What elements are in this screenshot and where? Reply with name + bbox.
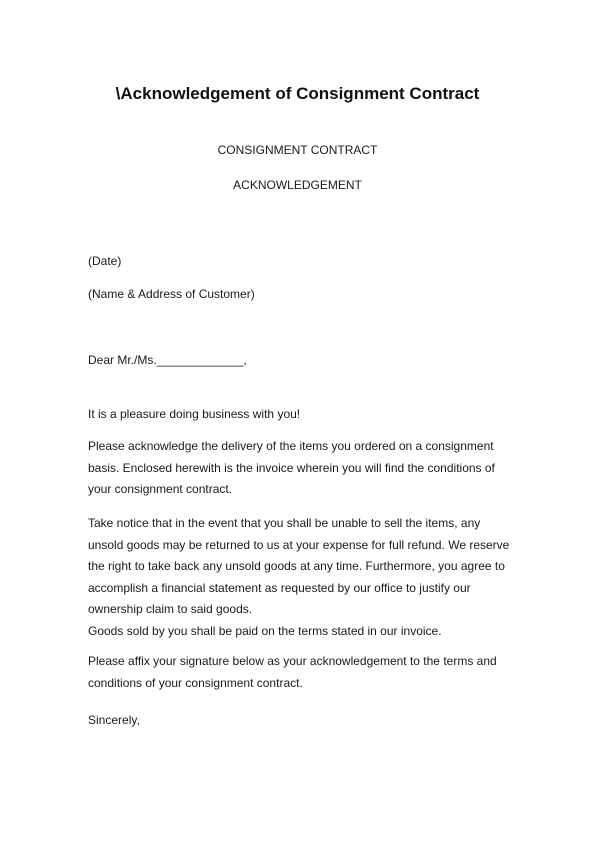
document-title: \Acknowledgement of Consignment Contract — [115, 84, 480, 103]
paragraph-line: unsold goods may be returned to us at your expense for full refund. We reserve — [88, 537, 510, 552]
heading-line-2: ACKNOWLEDGEMENT — [233, 178, 362, 192]
recipient-placeholder: (Name & Address of Customer) — [88, 287, 255, 301]
opening-line: It is a pleasure doing business with you! — [88, 407, 301, 421]
paragraph-terms — [88, 513, 518, 642]
paragraph-signature — [88, 651, 518, 694]
paragraph-line: conditions of your consignment contract. — [88, 675, 303, 690]
salutation: Dear Mr./Ms._____________, — [88, 353, 247, 367]
date-placeholder: (Date) — [88, 254, 122, 268]
paragraph-line: the right to take back any unsold goods at any time. Furthermore, you agree to — [88, 559, 505, 573]
paragraph-line: your consignment contract. — [88, 482, 233, 496]
paragraph-line: Take notice that in the event that you shall be unable to sell the items, any — [88, 516, 481, 530]
paragraph-line: accomplish a financial statement as requested by our office to justify our — [88, 580, 471, 595]
closing: Sincerely, — [88, 713, 140, 727]
paragraph-line: Please acknowledge the delivery of the items you ordered on a consignment — [88, 439, 494, 453]
heading-line-1: CONSIGNMENT CONTRACT — [217, 143, 378, 157]
paragraph-line: ownership claim to said goods. — [88, 602, 253, 616]
paragraph-delivery — [88, 436, 518, 501]
paragraph-line: basis. Enclosed herewith is the invoice wherein you will find the conditions of — [88, 460, 495, 475]
paragraph-line: Please affix your signature below as your acknowledgement to the terms and — [88, 654, 497, 668]
paragraph-line: Goods sold by you shall be paid on the terms stated in our invoice. — [88, 623, 442, 638]
